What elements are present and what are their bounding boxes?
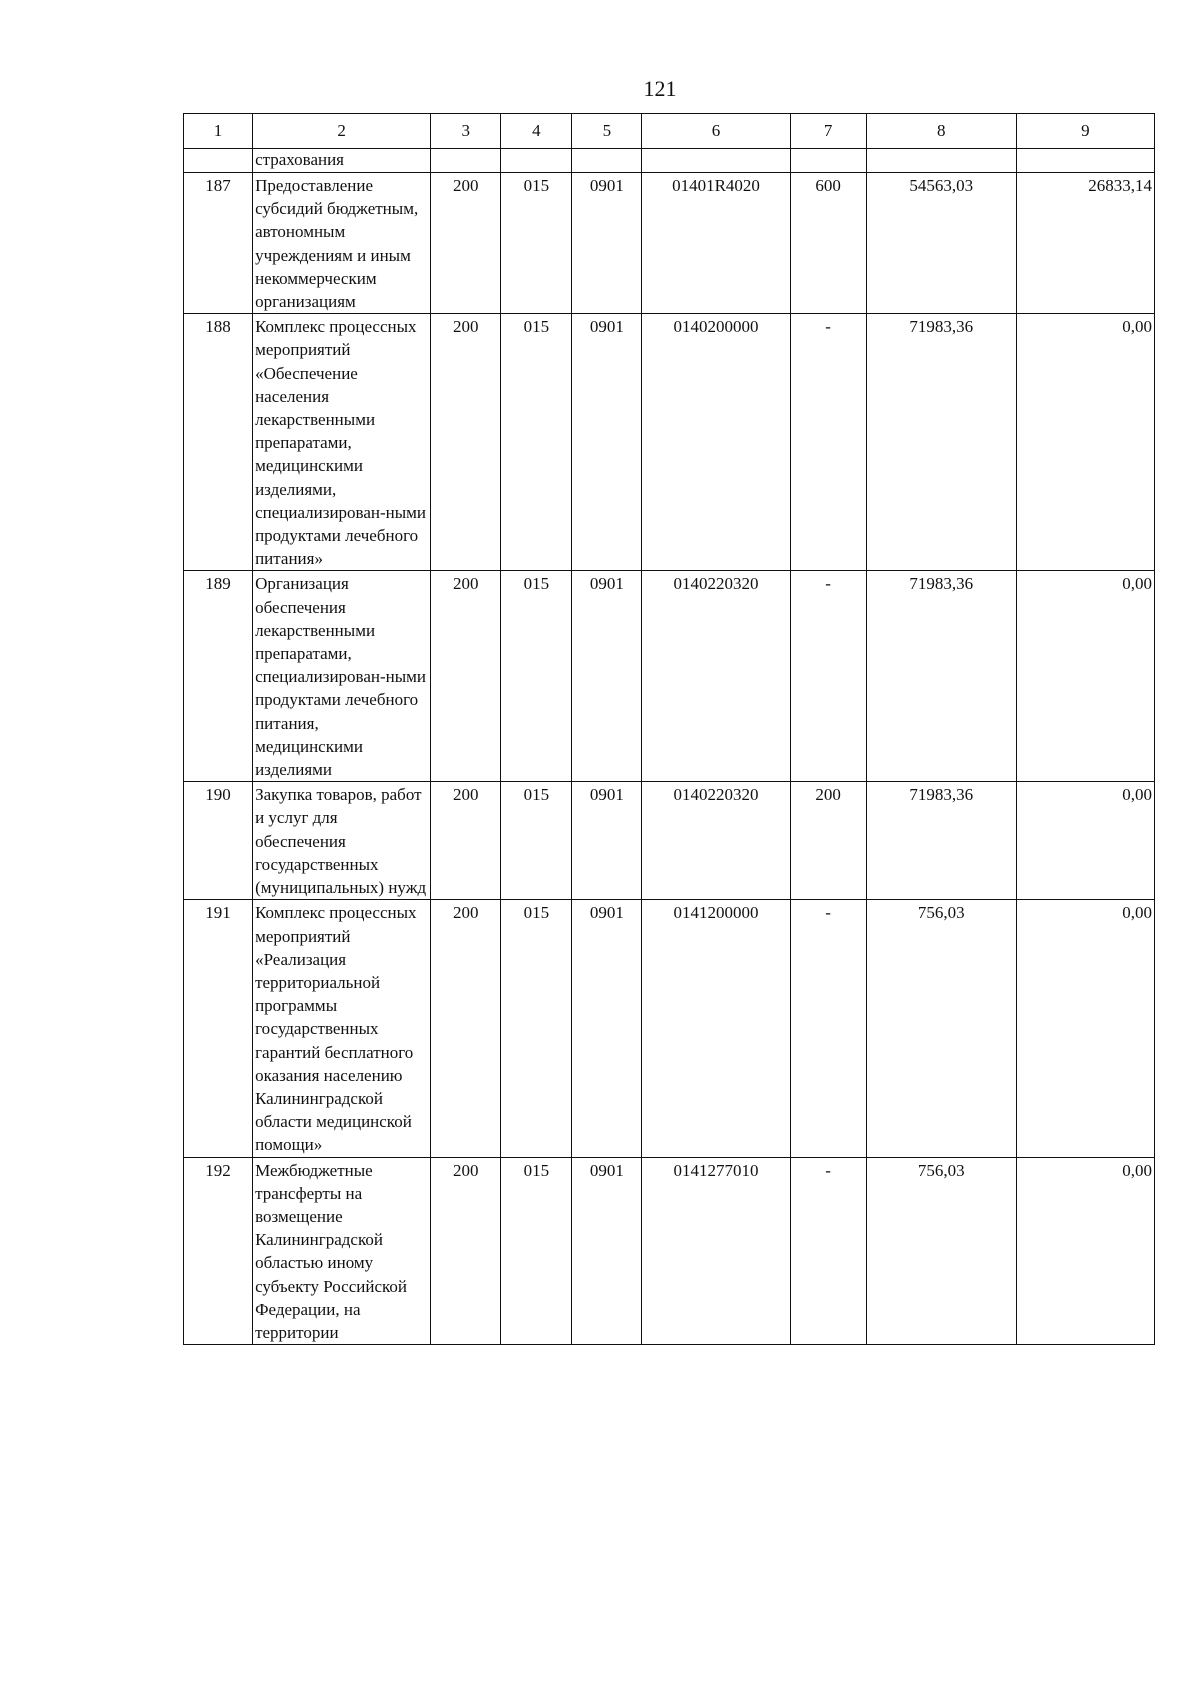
row-col-3: 200 <box>431 1157 501 1345</box>
row-col-8: 756,03 <box>866 1157 1016 1345</box>
row-col-4: 015 <box>501 900 572 1157</box>
row-number: 192 <box>184 1157 253 1345</box>
row-number: 188 <box>184 314 253 571</box>
header-col-1: 1 <box>184 114 253 149</box>
row-col-7: - <box>790 314 866 571</box>
continuation-cell-4 <box>501 149 572 173</box>
continuation-cell-6 <box>642 149 790 173</box>
header-col-2: 2 <box>253 114 431 149</box>
row-name: Комплекс процессных мероприятий «Реализация территориальной программы государственных гарантий бесплатного оказания населению Калининградской области медицинской помощи» <box>253 900 431 1157</box>
continuation-cell-9 <box>1016 149 1154 173</box>
continuation-cell-8 <box>866 149 1016 173</box>
row-name: Предоставление субсидий бюджетным, автономным учреждениям и иным некоммерческим организациям <box>253 173 431 314</box>
table-row <box>184 782 1155 900</box>
continuation-cell-3 <box>431 149 501 173</box>
row-number: 191 <box>184 900 253 1157</box>
row-col-8: 71983,36 <box>866 571 1016 782</box>
row-col-4: 015 <box>501 782 572 900</box>
row-col-8: 71983,36 <box>866 782 1016 900</box>
row-col-5: 0901 <box>572 173 642 314</box>
row-col-9: 0,00 <box>1016 900 1154 1157</box>
row-col-6: 0140220320 <box>642 782 790 900</box>
row-col-5: 0901 <box>572 900 642 1157</box>
budget-table <box>183 113 1155 1345</box>
row-col-5: 0901 <box>572 1157 642 1345</box>
row-col-8: 71983,36 <box>866 314 1016 571</box>
header-col-3: 3 <box>431 114 501 149</box>
row-col-3: 200 <box>431 173 501 314</box>
row-col-5: 0901 <box>572 314 642 571</box>
table-row <box>184 571 1155 782</box>
row-name: Организация обеспечения лекарственными препаратами, специализирован-ными продуктами лечебного питания, медицинскими изделиями <box>253 571 431 782</box>
table-row <box>184 900 1155 1157</box>
table-row <box>184 1157 1155 1345</box>
table-row <box>184 314 1155 571</box>
row-col-9: 0,00 <box>1016 314 1154 571</box>
row-name: Закупка товаров, работ и услуг для обеспечения государственных (муниципальных) нужд <box>253 782 431 900</box>
row-col-7: - <box>790 571 866 782</box>
row-col-9: 0,00 <box>1016 571 1154 782</box>
row-col-7: 600 <box>790 173 866 314</box>
table-row <box>184 173 1155 314</box>
continuation-name: страхования <box>253 149 431 173</box>
header-col-5: 5 <box>572 114 642 149</box>
header-col-7: 7 <box>790 114 866 149</box>
row-number: 189 <box>184 571 253 782</box>
row-col-6: 0141277010 <box>642 1157 790 1345</box>
row-col-3: 200 <box>431 314 501 571</box>
row-col-4: 015 <box>501 571 572 782</box>
row-col-4: 015 <box>501 173 572 314</box>
row-col-4: 015 <box>501 1157 572 1345</box>
row-col-8: 54563,03 <box>866 173 1016 314</box>
header-col-8: 8 <box>866 114 1016 149</box>
row-col-9: 0,00 <box>1016 1157 1154 1345</box>
row-col-7: 200 <box>790 782 866 900</box>
row-col-6: 0140220320 <box>642 571 790 782</box>
continuation-cell-7 <box>790 149 866 173</box>
row-col-6: 0140200000 <box>642 314 790 571</box>
header-col-4: 4 <box>501 114 572 149</box>
row-col-5: 0901 <box>572 782 642 900</box>
row-col-7: - <box>790 900 866 1157</box>
page-number: 121 <box>643 76 677 101</box>
row-col-3: 200 <box>431 571 501 782</box>
header-row <box>184 114 1155 149</box>
row-col-3: 200 <box>431 782 501 900</box>
header-col-6: 6 <box>642 114 790 149</box>
row-col-5: 0901 <box>572 571 642 782</box>
row-col-3: 200 <box>431 900 501 1157</box>
row-number: 190 <box>184 782 253 900</box>
row-col-7: - <box>790 1157 866 1345</box>
header-col-9: 9 <box>1016 114 1154 149</box>
row-name: Межбюджетные трансферты на возмещение Калининградской областью иному субъекту Российской Федерации, на территории <box>253 1157 431 1345</box>
row-col-8: 756,03 <box>866 900 1016 1157</box>
row-col-6: 01401R4020 <box>642 173 790 314</box>
row-number: 187 <box>184 173 253 314</box>
row-col-9: 26833,14 <box>1016 173 1154 314</box>
row-col-6: 0141200000 <box>642 900 790 1157</box>
row-col-4: 015 <box>501 314 572 571</box>
row-col-9: 0,00 <box>1016 782 1154 900</box>
continuation-cell-1 <box>184 149 253 173</box>
row-name: Комплекс процессных мероприятий «Обеспечение населения лекарственными препаратами, медицинскими изделиями, специализирован-ными продуктами лечебного питания» <box>253 314 431 571</box>
continuation-row <box>184 149 1155 173</box>
continuation-cell-5 <box>572 149 642 173</box>
